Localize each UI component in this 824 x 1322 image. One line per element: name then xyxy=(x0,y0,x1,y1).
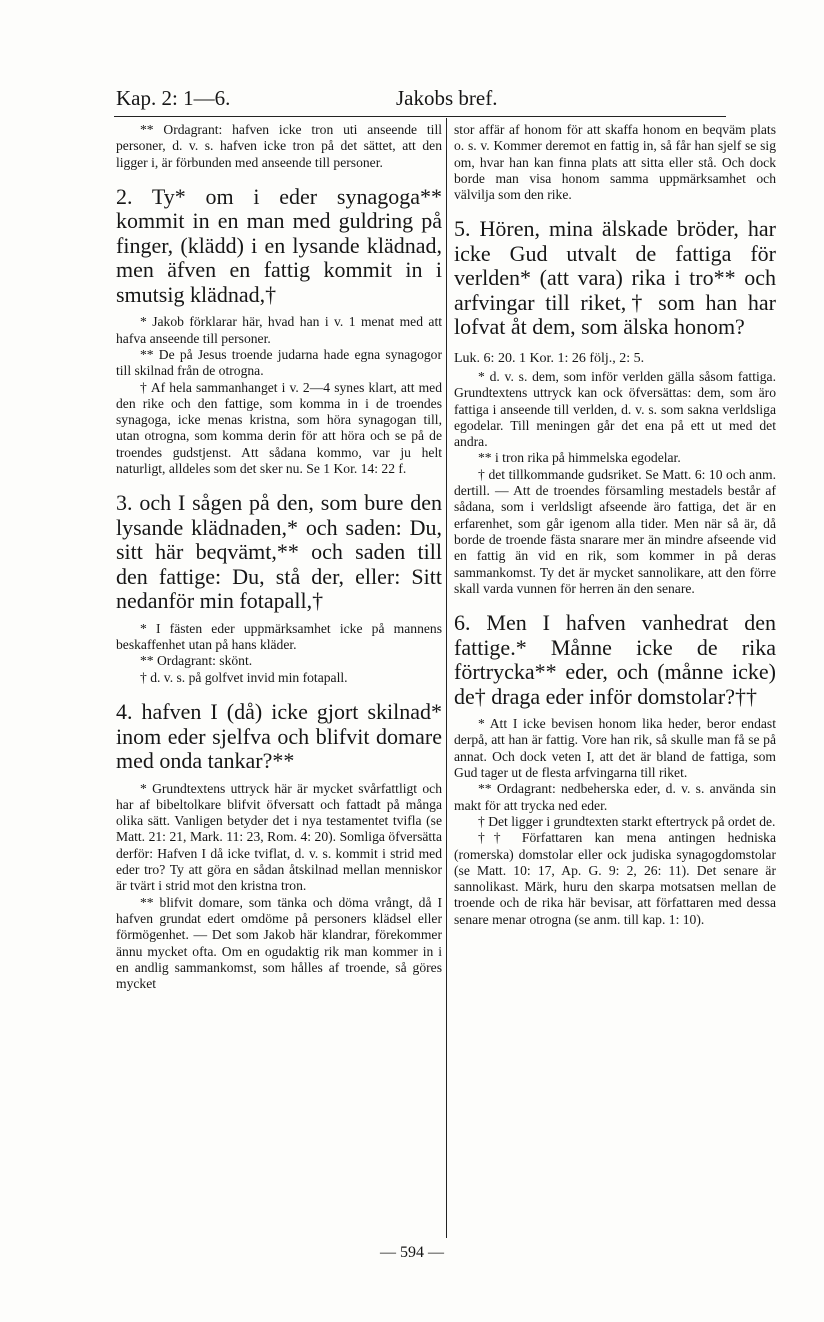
verse-text: 6. Men I hafven vanhedrat den fattige.* Månne icke de rika förtrycka** eder, och (månne icke) de† draga eder inför domstolar?†† xyxy=(454,610,776,709)
footnote: ** De på Jesus troende judarna hade egna synagogor till skilnad från de otrogna. xyxy=(116,346,442,379)
verse-text: 3. och I sågen på den, som bure den lysande klädnaden,* och saden: Du, sitt här beqvämt,** och saden till den fattige: Du, stå der, eller: Sitt nedanför min fotapall,† xyxy=(116,490,442,614)
cross-reference: Luk. 6: 20. 1 Kor. 1: 26 följ., 2: 5. xyxy=(454,350,645,366)
footnote: * Att I icke bevisen honom lika heder, beror endast derpå, att han är fattig. Vore han rik, så skulle man få se på annat. Och dock veten I, att det är bland de fattiga, som Gud tager ut de flesta arfvingarna till riket. xyxy=(454,716,776,781)
verse-text: 2. Ty* om i eder synagoga** kommit in en man med guldring på finger, (klädd) i en lysande klädnad, men äfven en fattig kommit in i smutsig klädnad,† xyxy=(116,183,442,307)
verse-text: 4. hafven I (då) icke gjort skilnad* inom eder sjelfva och blifvit domare med onda tankar?** xyxy=(116,699,442,774)
footnote: * Grundtextens uttryck här är mycket svårfattligt och har af bibeltolkare blifvit öfversatt och fattadt på många olika sätt. Vanligen betyder det i nya testamentet tvifla (se Matt. 21: 21, Mark. 11: 23, Rom. 4: 20). Somliga öfversätta derför: Hafven I då icke tviflat, d. v. s. kommit i strid med eder tro? Ty att göra en sådan åtskilnad mellan menniskor är tvärt i strid mot den kristna tron. xyxy=(116,780,442,894)
footnote: ** Ordagrant: hafven icke tron uti anseende till personer, d. v. s. hafven icke tron på det sättet, att den ligger i, är förbunden med anseende till personer. xyxy=(116,122,442,170)
footnote: * Jakob förklarar här, hvad han i v. 1 menat med att hafva anseende till personer. xyxy=(116,314,442,346)
chapter-reference: Kap. 2: 1—6. xyxy=(116,86,231,110)
page-number: — 594 — xyxy=(380,1244,444,1261)
header-rule xyxy=(114,116,726,117)
verse-text: 5. Hören, mina älskade bröder, har icke Gud utvalt de fattiga för verlden* (att vara) rika i tro** och arfvingar till riket,† som han har lofvat åt dem, som älska honom? xyxy=(454,216,776,340)
column-divider xyxy=(446,118,447,1238)
footnote: † det tillkommande gudsriket. Se Matt. 6: 10 och anm. dertill. — Att de troendes församling mestadels består af sådana, som i verldsligt afseende äro fattiga, det är en erfarenhet, som går igenom alla tider. Men när så är, då borde de troende fästa snarare mer än mindre afseende vid en fattig än vid en rik, som kommer in på deras sammankomst. Ty det är mycket sannolikare, att den förre skall varda vunnen för herren än den senare. xyxy=(454,466,776,596)
footnote: † Af hela sammanhanget i v. 2—4 synes klart, att med den rike och den fattige, som komma in i de troendes synagoga, icke menas kristna, som höra synagogan till, utan otrogna, som komma derin för att höra och se på de troendes gudstjenst. Att sådana kommo, var ju helt naturligt, alldeles som det sker nu. Se 1 Kor. 14: 22 f. xyxy=(116,379,442,477)
footnote: stor affär af honom för att skaffa honom en beqväm plats o. s. v. Kommer deremot en fattig in, så får han sjelf se sig om, hvar han kan finna plats att sitta eller stå. Och dock borde man visa honom samma uppmärksamhet och välvilja som den rike. xyxy=(454,122,776,203)
book-title: Jakobs bref. xyxy=(396,86,498,110)
footnote: † d. v. s. på golfvet invid min fotapall. xyxy=(140,669,348,685)
page-header xyxy=(116,86,724,112)
left-column xyxy=(116,122,442,992)
footnote: ** Ordagrant: skönt. xyxy=(140,653,253,669)
footnote: * I fästen eder uppmärksamhet icke på mannens beskaffenhet utan på hans kläder. xyxy=(116,620,442,653)
footnote: ** i tron rika på himmelska egodelar. xyxy=(478,450,681,466)
footnote: † Det ligger i grundtexten starkt eftertryck på ordet de. xyxy=(478,813,776,829)
right-column xyxy=(454,122,776,928)
footnote: ** Ordagrant: nedbeherska eder, d. v. s. använda sin makt för att trycka ned eder. xyxy=(454,781,776,813)
footnote: †† Författaren kan mena antingen hedniska (romerska) domstolar eller ock judiska synagogdomstolar (se Matt. 10: 17, Ap. G. 9: 2, 26: 11). Det senare är sannolikast. Märk, huru den skarpa motsatsen mellan de troende och de rika här bevisar, att författaren med dessa senare menar otrogna (se anm. till kap. 1: 10). xyxy=(454,830,776,927)
footnote: * d. v. s. dem, som inför verlden gälla såsom fattiga. Grundtextens uttryck kan ock öfversättas: dem, som äro fattiga i anseende till verlden, d. v. s. som sakna verldsliga egodelar. Till meningen går det ena på ett ut med det andra. xyxy=(454,368,776,450)
footnote: ** blifvit domare, som tänka och döma vrångt, då I hafven grundat edert omdöme på personers klädsel eller förmögenhet. — Det som Jakob här klandrar, förekommer ännu mycket ofta. Om en ogudaktig rik man kommer in i en andlig sammankomst, som hålles af troende, så göres mycket xyxy=(116,894,442,992)
